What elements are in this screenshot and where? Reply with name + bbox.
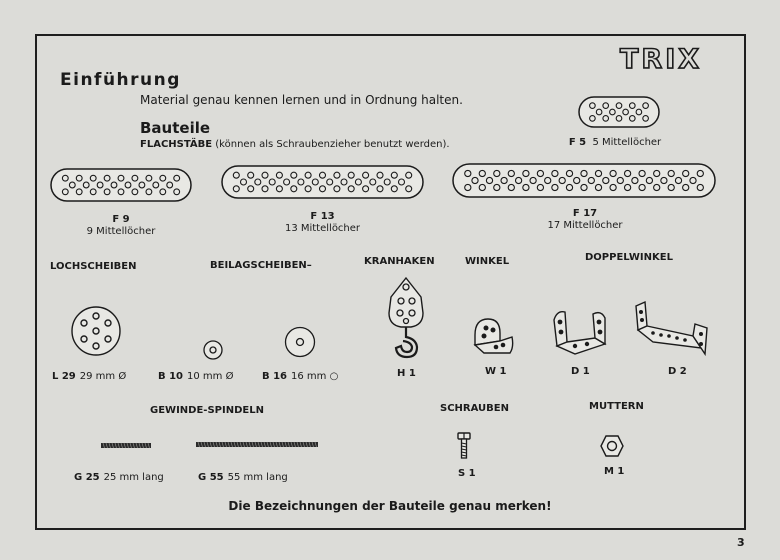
flachstaebe-label: FLACHSTÄBE [140, 139, 213, 150]
code-f9: F 9 [112, 214, 130, 225]
code-g55: G 55 [198, 472, 224, 483]
page-number: 3 [737, 536, 745, 549]
heading-doppelwinkel: DOPPELWINKEL [585, 252, 673, 263]
label-b10 [158, 371, 233, 382]
strip-f17 [452, 163, 716, 198]
desc-f13: 13 Mittellöcher [284, 223, 361, 234]
desc-b16: 16 mm ○ [291, 371, 339, 382]
code-w1: W 1 [485, 366, 507, 377]
code-f5: F 5 [568, 137, 587, 148]
heading-gewinde-spindeln: GEWINDE-SPINDELN [150, 405, 264, 416]
caption-f9 [66, 214, 176, 238]
code-h1: H 1 [397, 368, 416, 379]
strip-f9 [50, 168, 192, 202]
code-d2: D 2 [668, 366, 687, 377]
code-s1: S 1 [458, 468, 476, 479]
code-d1: D 1 [571, 366, 590, 377]
desc-g55: 55 mm lang [227, 472, 288, 483]
trix-logo: TRIX [620, 44, 703, 75]
kranhaken-h1-drawing [381, 275, 431, 361]
label-w1 [485, 366, 510, 377]
code-m1: M 1 [604, 466, 625, 477]
heading-lochscheiben: LOCHSCHEIBEN [50, 261, 137, 272]
label-g25 [74, 472, 164, 483]
lochscheibe-l29-drawing [70, 305, 122, 357]
footer-note: Die Bezeichnungen der Bauteile genau merken! [228, 499, 552, 513]
label-g55 [198, 472, 288, 483]
code-g25: G 25 [74, 472, 100, 483]
beilagscheibe-b10-drawing [203, 340, 223, 360]
heading-kranhaken: KRANHAKEN [364, 256, 435, 267]
spindel-g55-drawing [195, 441, 319, 449]
code-b16: B 16 [262, 371, 288, 382]
heading-schrauben: SCHRAUBEN [440, 403, 509, 414]
code-b10: B 10 [158, 371, 184, 382]
caption-f5 [560, 137, 670, 149]
section-heading: Bauteile [140, 119, 211, 137]
desc-l29: 29 mm Ø [79, 371, 127, 382]
heading-muttern: MUTTERN [589, 401, 644, 412]
mutter-m1-drawing [600, 434, 624, 458]
label-h1 [397, 368, 420, 379]
strip-f5 [578, 96, 660, 128]
desc-g25: 25 mm lang [103, 472, 164, 483]
flachstaebe-note: (können als Schraubenzieher benutzt werden). [215, 139, 450, 150]
winkel-w1-drawing [470, 315, 516, 355]
label-s1 [458, 468, 480, 479]
code-f13: F 13 [310, 211, 335, 222]
desc-f5: 5 Mittellöcher [592, 137, 662, 148]
heading-beilagscheiben: BEILAGSCHEIBEN– [210, 260, 312, 271]
doppelwinkel-d2-drawing [633, 300, 711, 360]
flachstaebe-line [140, 139, 450, 150]
label-m1 [604, 466, 628, 477]
label-d1 [571, 366, 594, 377]
desc-f17: 17 Mittellöcher [547, 220, 623, 231]
beilagscheibe-b16-drawing [284, 326, 316, 358]
heading-winkel: WINKEL [465, 256, 510, 267]
caption-f13 [260, 211, 385, 235]
label-b16 [262, 371, 338, 382]
strip-f13 [221, 165, 424, 199]
code-f17: F 17 [572, 208, 598, 219]
page-title: Einführung [60, 70, 181, 90]
label-d2 [668, 366, 691, 377]
caption-f17 [520, 208, 650, 232]
desc-f9: 9 Mittellöcher [86, 226, 156, 237]
spindel-g25-drawing [100, 442, 152, 450]
label-l29 [52, 371, 126, 382]
code-l29: L 29 [52, 371, 76, 382]
doppelwinkel-d1-drawing [551, 308, 609, 360]
intro-text: Material genau kennen lernen und in Ordnung halten. [140, 93, 463, 107]
schraube-s1-drawing [456, 432, 472, 460]
desc-b10: 10 mm Ø [187, 371, 234, 382]
